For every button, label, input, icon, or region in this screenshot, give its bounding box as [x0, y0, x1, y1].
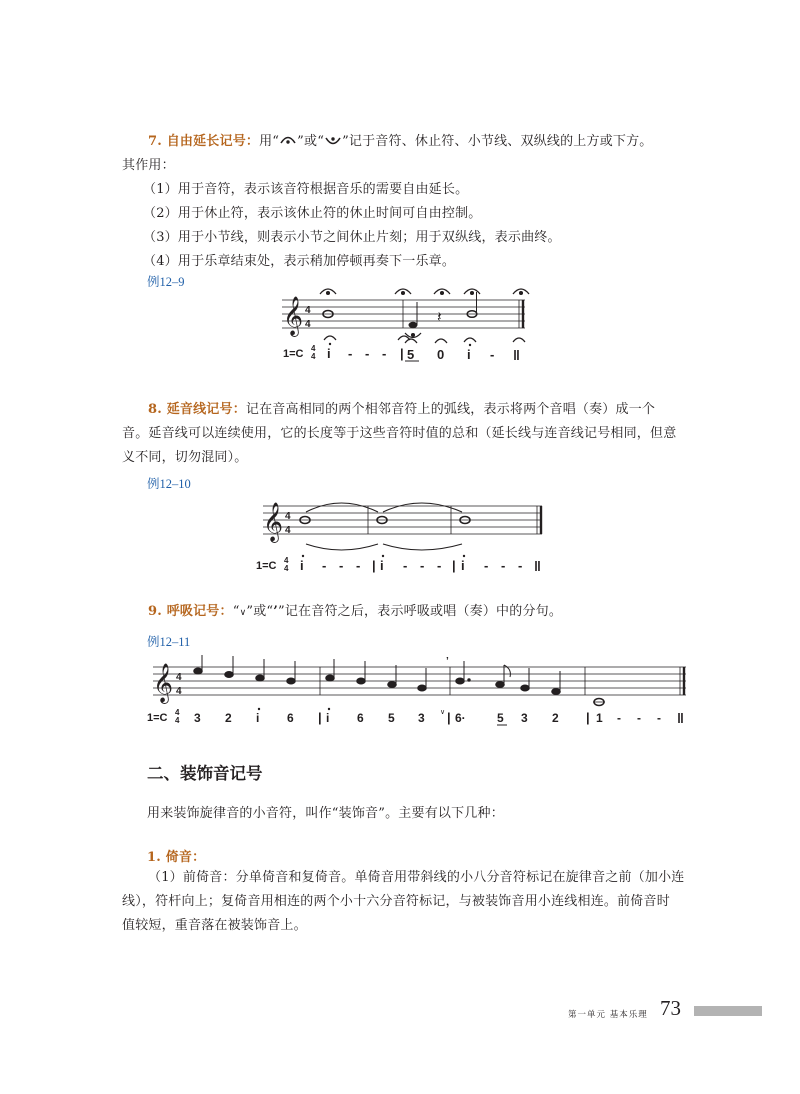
jianpu-key: 1=C [256, 560, 277, 572]
jianpu-time-top: 4 [284, 556, 289, 565]
footer-unit-label: 第一单元 基本乐理 [568, 1010, 648, 1020]
fermata-below-icon [324, 135, 342, 149]
section7-item-4: （4）用于乐章结束处，表示稍加停顿再奏下一乐章。 [143, 254, 456, 269]
section9-text-a: “ [232, 604, 240, 619]
jianpu-note: i [300, 558, 304, 573]
section9-text-b: ”或“ [246, 604, 274, 619]
fermata-above-final-barline [513, 289, 529, 294]
time-sig-bottom: 4 [176, 686, 182, 697]
section7-heading: 7. 自由延长记号： [148, 134, 260, 149]
jianpu-note: 3 [418, 711, 425, 725]
time-sig-top: 4 [176, 672, 182, 683]
section8-paragraph [122, 398, 690, 470]
jianpu-dash: - [437, 558, 442, 573]
jianpu-note: i [256, 711, 260, 725]
intro-text-b: ”或“ [297, 134, 325, 149]
section7-item-3: （3）用于小节线，则表示小节之间休止片刻；用于双纵线，表示曲终。 [143, 230, 561, 245]
example-label-12-11: 例12–11 [147, 635, 191, 649]
jianpu-key: 1=C [147, 712, 168, 724]
eighth-note [496, 665, 511, 688]
section7-item-1: （1）用于音符，表示该音符根据音乐的需要自由延长。 [143, 182, 469, 197]
section7-item-2: （2）用于休止符，表示该休止符的休止时间可自由控制。 [143, 206, 482, 221]
part2-title: 二、装饰音记号 [147, 764, 263, 783]
jianpu-barline: | [452, 558, 456, 573]
jianpu-barline: | [318, 710, 322, 725]
jianpu-time-top: 4 [175, 708, 180, 717]
fermata-above-half-note [464, 289, 480, 294]
tie-arcs [306, 503, 462, 550]
intro-text-c: ”记于音符、休止符、小节线、双纵线的上方或下方。 [342, 134, 653, 149]
example-label-12-9: 例12–9 [147, 275, 185, 289]
treble-clef-icon: 𝄞 [263, 503, 284, 541]
score-example-12-10 [0, 490, 800, 580]
jianpu-note: i [467, 347, 471, 362]
jianpu-note: 5 [388, 711, 395, 725]
footer-bar [694, 1006, 762, 1016]
breath-mark-v-icon: ∨ [239, 608, 247, 618]
subsection-1-paragraph [122, 866, 690, 938]
jianpu-fermatas [324, 336, 525, 343]
breath-mark-comma-icon: ’ [446, 656, 449, 667]
jianpu-note: i [461, 558, 465, 573]
jianpu-rest: 0 [437, 347, 445, 362]
fermata-above-barline [395, 289, 411, 294]
jianpu-dash: - [365, 346, 370, 361]
jianpu-key: 1=C [283, 348, 304, 360]
quarter-notes [194, 655, 561, 695]
time-sig-bottom: 4 [285, 525, 291, 536]
jianpu-note: 5 [407, 347, 415, 362]
jianpu-note: 1 [596, 711, 603, 725]
jianpu-dotted-note: 6· [455, 711, 466, 725]
intro-text-a: 用“ [259, 134, 280, 149]
section9-text-c: ”记在音符之后，表示呼吸或唱（奏）中的分句。 [278, 604, 563, 619]
breath-mark-v-icon: ∨ [440, 709, 446, 716]
section8-line-2: 音。延音线可以连续使用，它的长度等于这些音符时值的总和（延长线与连音线记号相同，但意 [122, 426, 677, 441]
jianpu-note: 6 [357, 711, 364, 725]
jianpu-note: 6 [287, 711, 294, 725]
fermata-above-note-1 [320, 289, 336, 294]
intro-text-d: 其作用： [122, 158, 175, 173]
staff-lines [263, 506, 542, 534]
jianpu-note: 3 [521, 711, 528, 725]
jianpu-note: 3 [194, 711, 201, 725]
section9-heading: 9. 呼吸记号： [148, 604, 233, 619]
jianpu-note: i [327, 346, 331, 361]
jianpu-time-top: 4 [311, 344, 316, 353]
time-sig-top: 4 [305, 305, 311, 316]
part2-intro: 用来装饰旋律音的小音符，叫作“装饰音”。主要有以下几种： [147, 806, 504, 821]
jianpu-time-bottom: 4 [284, 564, 289, 573]
sub1-line-3: 值较短，重音落在被装饰音上。 [122, 918, 307, 933]
sub1-line-1: （1）前倚音：分单倚音和复倚音。单倚音用带斜线的小八分音符标记在旋律音之前（加小连 [148, 870, 685, 885]
jianpu-high-dots [302, 555, 465, 557]
subsection-1-heading: 1. 倚音： [147, 850, 206, 865]
jianpu-dash: - [348, 346, 353, 361]
jianpu-dash: - [403, 558, 408, 573]
jianpu-final-barline: ‖ [677, 710, 684, 726]
jianpu-final-barline: ‖ [534, 558, 541, 574]
jianpu-dash: - [617, 711, 621, 725]
fermata-above-icon [279, 132, 297, 146]
jianpu-dash: - [501, 558, 506, 573]
jianpu-dash: - [382, 346, 387, 361]
jianpu-note: 5 [497, 711, 504, 725]
fermata-above-rest [434, 289, 450, 294]
section8-line-3: 义不同，切勿混同）。 [122, 450, 248, 465]
example-label-12-10: 例12–10 [147, 477, 191, 491]
jianpu-note: i [326, 711, 330, 725]
treble-clef-icon: 𝄞 [283, 297, 304, 335]
jianpu-dash: - [356, 558, 361, 573]
jianpu-note: i [380, 558, 384, 573]
sub1-line-2: 线），符杆向上；复倚音用相连的两个小十六分音符标记，与被装饰音用小连线相连。前倚音时 [122, 894, 670, 909]
breath-mark-comma-icon: ’ [273, 604, 278, 619]
jianpu-dash: - [322, 558, 327, 573]
jianpu-note: 2 [552, 711, 559, 725]
dotted-quarter-note [456, 661, 470, 684]
quarter-note-g [409, 302, 418, 328]
score-example-12-9 [0, 280, 800, 380]
half-note-c [467, 292, 477, 317]
section7-intro [122, 130, 690, 178]
jianpu-dash: - [484, 558, 489, 573]
jianpu-barline: | [586, 710, 590, 725]
jianpu-time-bottom: 4 [311, 352, 316, 361]
jianpu-barline: | [447, 710, 451, 725]
time-sig-top: 4 [285, 511, 291, 522]
jianpu-dash: - [637, 711, 641, 725]
staff-lines [282, 300, 525, 328]
jianpu-dash: - [518, 558, 523, 573]
jianpu-barline: | [400, 346, 404, 361]
jianpu-final-barline: ‖ [513, 347, 520, 363]
jianpu-dash: - [420, 558, 425, 573]
page-number: 73 [660, 996, 681, 1020]
jianpu-time-bottom: 4 [175, 716, 180, 725]
treble-clef-icon: 𝄞 [153, 664, 174, 702]
jianpu-dash: - [339, 558, 344, 573]
jianpu-dash: - [657, 711, 661, 725]
section8-heading: 8. 延音线记号： [148, 402, 246, 417]
score-example-12-11 [0, 655, 800, 730]
jianpu-note: 2 [225, 711, 232, 725]
section8-line-1: 记在音高相同的两个相邻音符上的弧线，表示将两个音唱（奏）成一个 [245, 402, 656, 417]
jianpu-barline: | [372, 558, 376, 573]
section9-paragraph [122, 600, 690, 625]
jianpu-dash: - [490, 347, 495, 362]
quarter-rest-icon: 𝄽 [437, 309, 442, 326]
time-sig-bottom: 4 [305, 319, 311, 330]
